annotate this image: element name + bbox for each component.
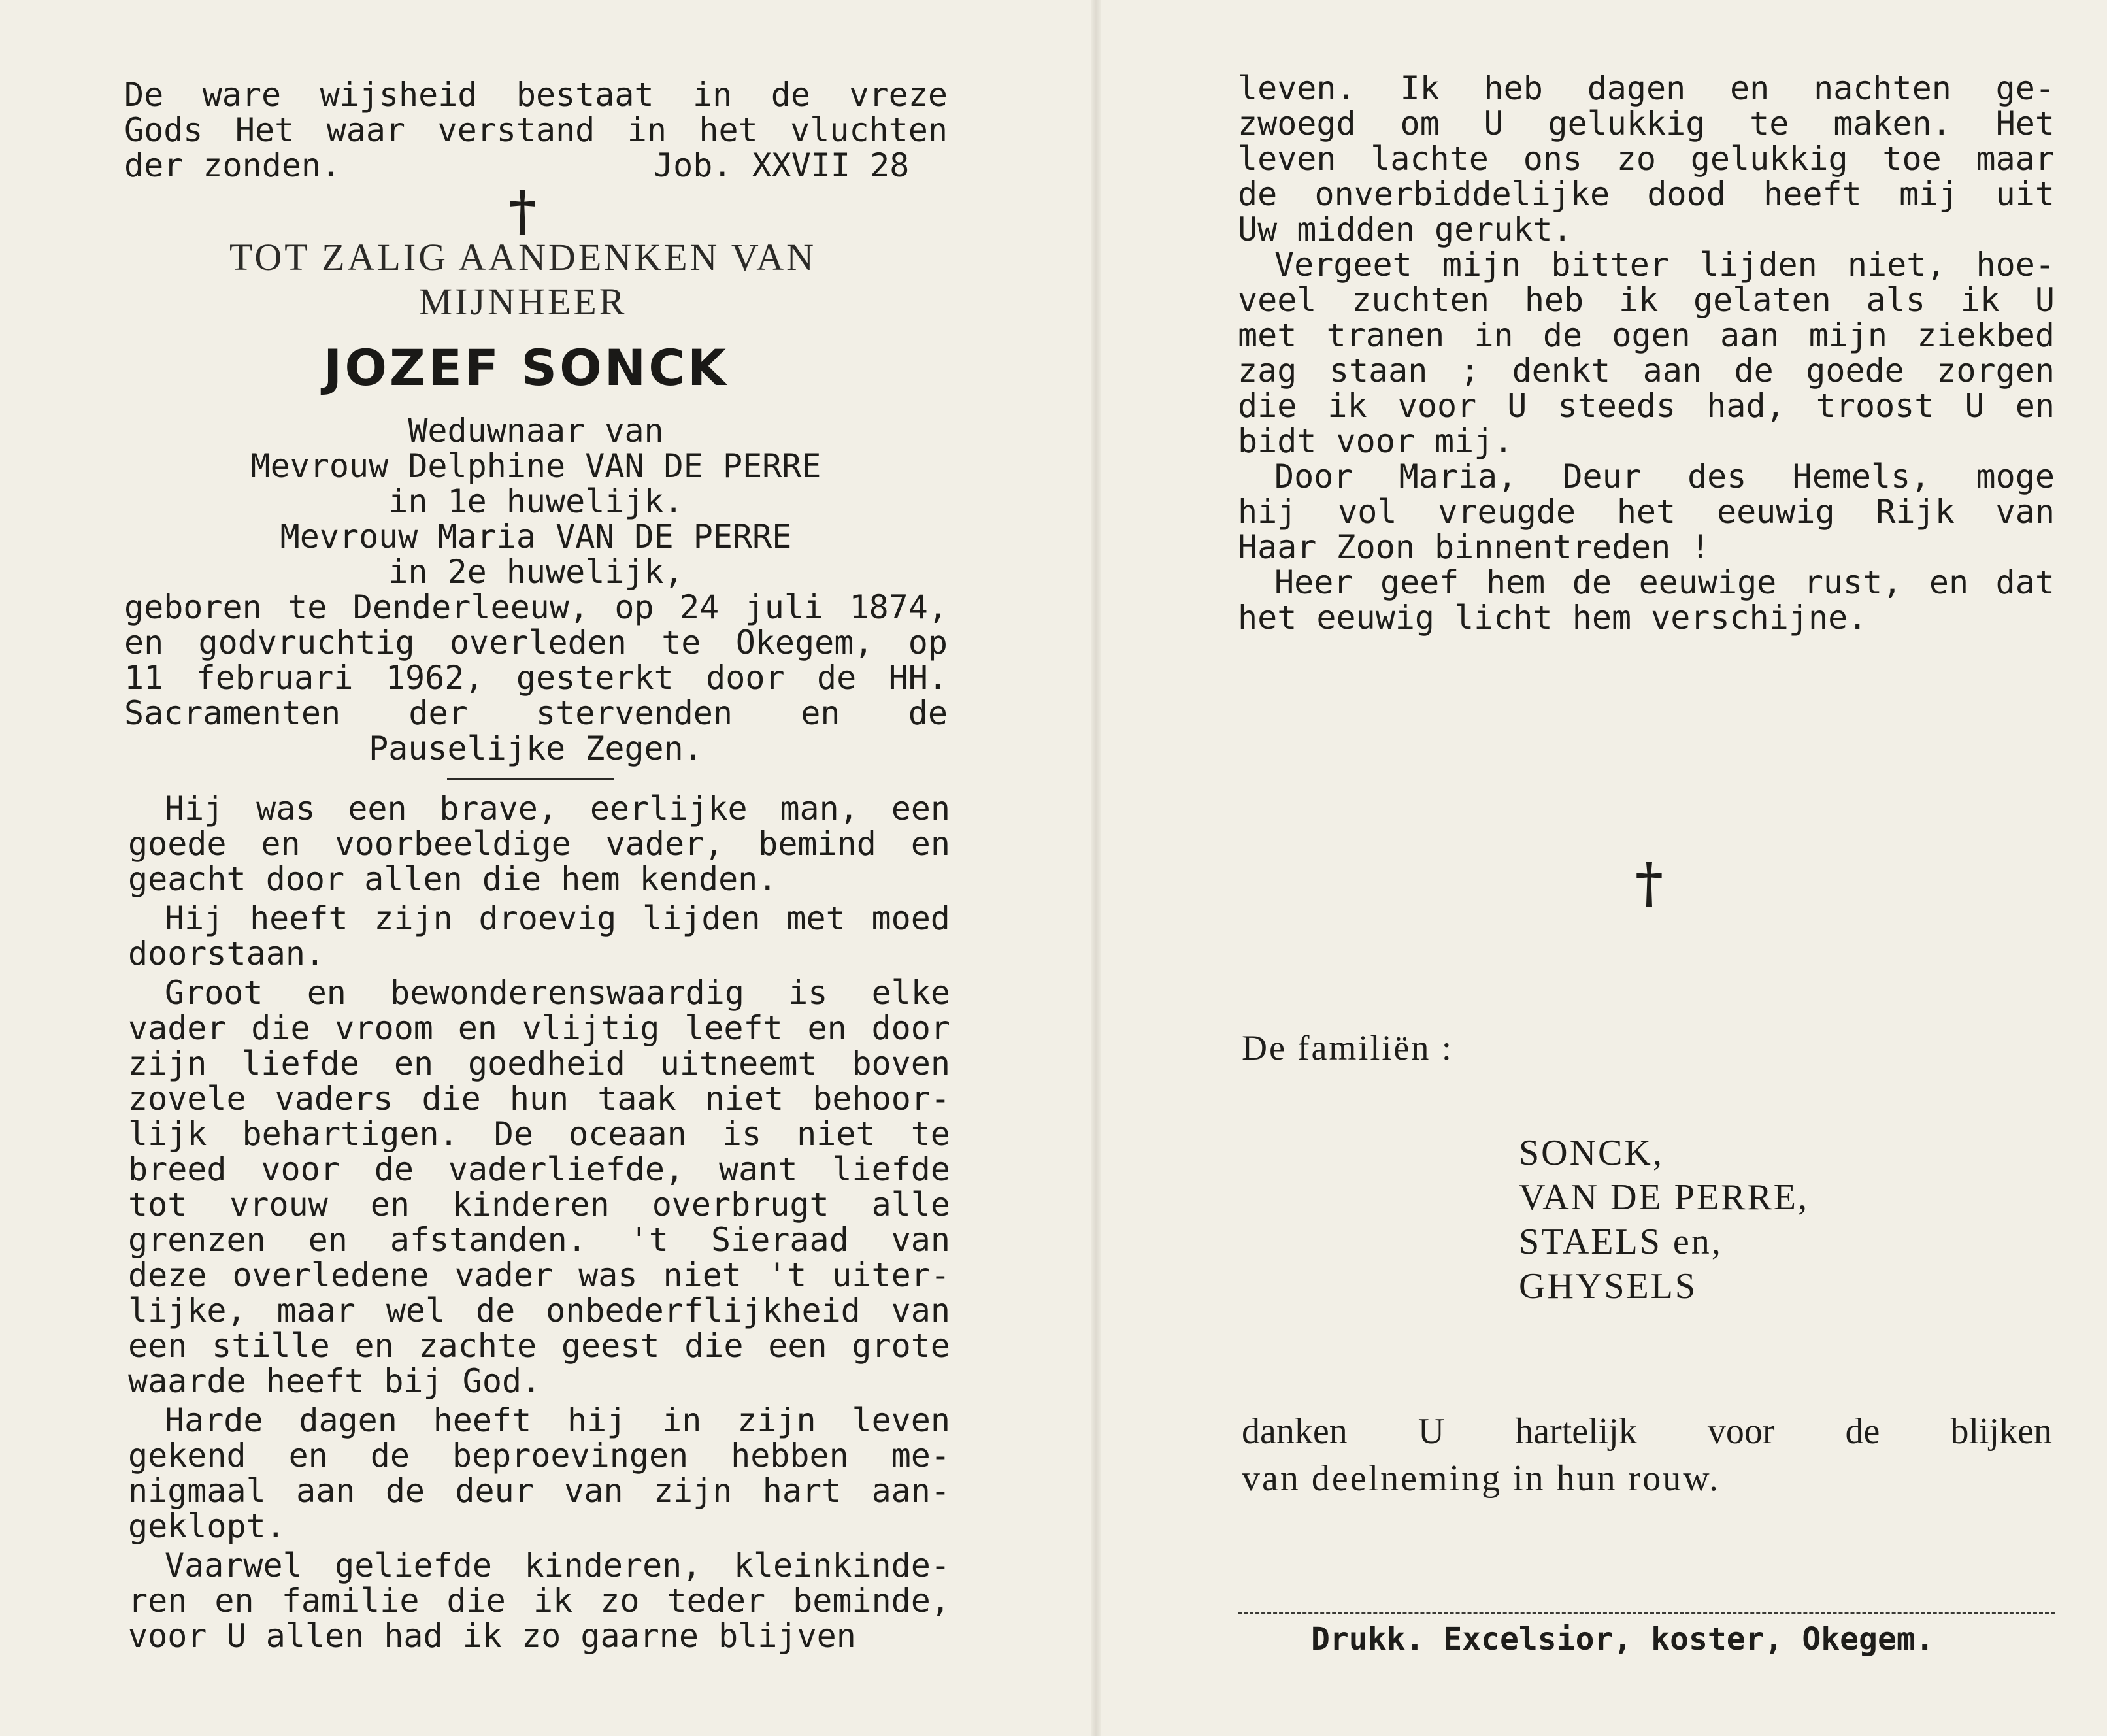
bio-line: Pauselijke Zegen.: [369, 729, 703, 767]
intro-line: in 1e huwelijk.: [388, 482, 684, 520]
quote-line: der zonden.: [124, 146, 341, 184]
paragraph-line: waarde heeft bij God.: [128, 1362, 542, 1400]
cross-icon: †: [1635, 852, 1663, 914]
paragraph-line: die ik voor U steeds had, troost U en: [1238, 387, 2055, 425]
paragraph-line: hij vol vreugde het eeuwig Rijk van: [1238, 493, 2055, 531]
paragraph-line: lijke, maar wel de onbederflijkheid van: [128, 1292, 950, 1329]
paragraph-line: zwoegd om U gelukkig te maken. Het: [1238, 105, 2055, 142]
paragraph-line: Haar Zoon binnentreden !: [1238, 528, 1710, 566]
paragraph-line: grenzen en afstanden. 't Sieraad van: [128, 1221, 950, 1259]
paragraph-line: lijk behartigen. De oceaan is niet te: [128, 1115, 950, 1153]
quote-reference: Job. XXVII 28: [654, 146, 910, 184]
cross-icon: †: [508, 180, 537, 242]
paragraph-line: Vergeet mijn bitter lijden niet, hoe-: [1274, 246, 2055, 284]
quote-line: Gods Het waar verstand in het vluchten: [124, 111, 948, 149]
intro-line: Mevrouw Maria VAN DE PERRE: [280, 518, 792, 556]
family-name: STAELS en,: [1519, 1222, 1723, 1262]
paragraph-line: het eeuwig licht hem verschijne.: [1238, 599, 1868, 637]
thanks-line: danken U hartelijk voor de blijken: [1242, 1411, 2052, 1452]
paragraph-line: zovele vaders die hun taak niet behoor-: [128, 1080, 950, 1118]
paragraph-line: Door Maria, Deur des Hemels, moge: [1274, 458, 2055, 495]
paragraph-line: gekend en de beproevingen hebben me-: [128, 1437, 950, 1475]
family-name: GHYSELS: [1519, 1266, 1698, 1307]
bio-line: geboren te Denderleeuw, op 24 juli 1874,: [124, 588, 948, 626]
thanks-line: van deelneming in hun rouw.: [1242, 1458, 1721, 1499]
paragraph-line: deze overledene vader was niet 't uiter-: [128, 1256, 950, 1294]
paragraph-line: met tranen in de ogen aan mijn ziekbed: [1238, 316, 2055, 354]
bio-line: Sacramenten der stervenden en de: [124, 694, 948, 732]
heading-line-1: TOT ZALIG AANDENKEN VAN: [229, 236, 817, 278]
paragraph-line: zag staan ; denkt aan de goede zorgen: [1238, 352, 2055, 390]
paragraph-line: een stille en zachte geest die een grote: [128, 1327, 950, 1365]
intro-line: Weduwnaar van: [408, 412, 664, 450]
paragraph-line: breed voor de vaderliefde, want liefde: [128, 1150, 950, 1188]
paragraph-line: Hij heeft zijn droevig lijden met moed: [165, 899, 950, 937]
paragraph-line: Heer geef hem de eeuwige rust, en dat: [1274, 563, 2055, 601]
paragraph-line: leven. Ik heb dagen en nachten ge-: [1238, 69, 2055, 107]
paragraph-line: Uw midden gerukt.: [1238, 210, 1572, 248]
paragraph-line: zijn liefde en goedheid uitneemt boven: [128, 1044, 950, 1082]
paragraph-line: tot vrouw en kinderen overbrugt alle: [128, 1186, 950, 1224]
bio-line: en godvruchtig overleden te Okegem, op: [124, 624, 948, 661]
paragraph-line: de onverbiddelijke dood heeft mij uit: [1238, 175, 2055, 213]
paragraph-line: ren en familie die ik zo teder beminde,: [128, 1582, 950, 1620]
paragraph-line: Groot en bewonderenswaardig is elke: [165, 974, 950, 1012]
family-name: SONCK,: [1519, 1133, 1664, 1173]
family-name: VAN DE PERRE,: [1519, 1177, 1810, 1218]
paragraph-line: geacht door allen die hem kenden.: [128, 860, 778, 898]
center-fold: [1091, 0, 1101, 1736]
paragraph-line: geklopt.: [128, 1507, 286, 1545]
paragraph-line: Vaarwel geliefde kinderen, kleinkinde-: [165, 1546, 950, 1584]
paragraph-line: vader die vroom en vlijtig leeft en door: [128, 1009, 950, 1047]
quote-line: De ware wijsheid bestaat in de vreze: [124, 76, 948, 114]
paragraph-line: bidt voor mij.: [1238, 422, 1514, 460]
paragraph-line: voor U allen had ik zo gaarne blijven: [128, 1617, 856, 1655]
paragraph-line: Harde dagen heeft hij in zijn leven: [165, 1401, 950, 1439]
bio-line: 11 februari 1962, gesterkt door de HH.: [124, 659, 948, 697]
printer-credit: Drukk. Excelsior, koster, Okegem.: [1311, 1621, 1934, 1658]
divider-rule: [447, 778, 614, 780]
paragraph-line: nigmaal aan de deur van zijn hart aan-: [128, 1472, 950, 1510]
heading-line-2: MIJNHEER: [418, 280, 627, 323]
paragraph-line: Hij was een brave, eerlijke man, een: [165, 790, 950, 827]
paragraph-line: goede en voorbeeldige vader, bemind en: [128, 825, 950, 863]
dotted-rule: [1238, 1612, 2055, 1614]
paragraph-line: doorstaan.: [128, 935, 325, 973]
paragraph-line: leven lachte ons zo gelukkig toe maar: [1238, 140, 2055, 178]
families-intro: De familiën :: [1242, 1028, 1453, 1067]
deceased-name: JOZEF SONCK: [324, 339, 729, 397]
intro-line: Mevrouw Delphine VAN DE PERRE: [250, 447, 821, 485]
paragraph-line: veel zuchten heb ik gelaten als ik U: [1238, 281, 2055, 319]
intro-line: in 2e huwelijk,: [388, 553, 684, 591]
